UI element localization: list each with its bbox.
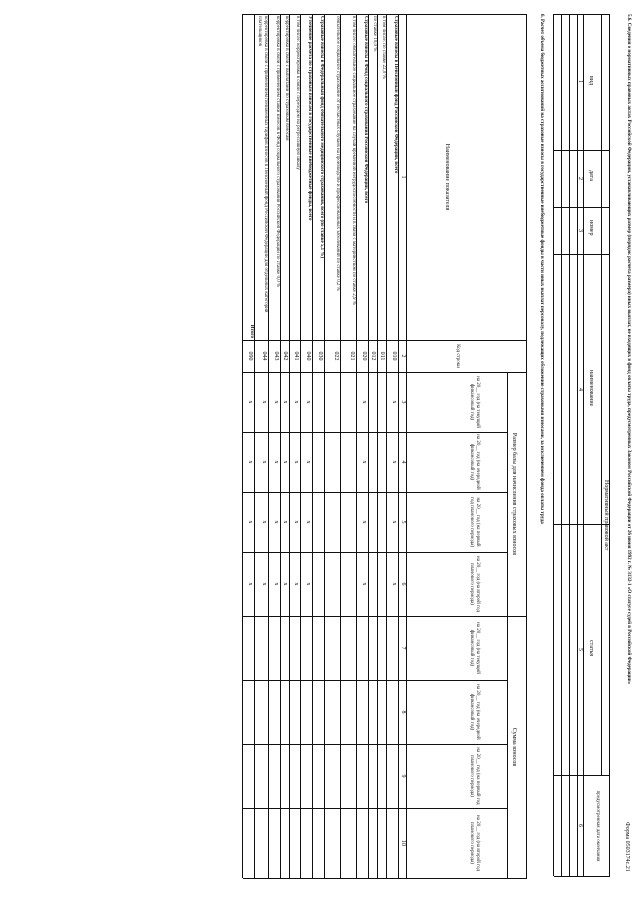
header-period: на 20__ год (на текущий финансовый год) <box>469 376 480 428</box>
cell-mark: x <box>361 520 367 524</box>
row-code: 021 <box>349 351 355 361</box>
col-num: 4 <box>400 460 406 464</box>
cell-mark: x <box>361 400 367 404</box>
col-num: 4 <box>577 388 583 391</box>
row-label: в том числе: по ставке 22,0 % <box>381 16 386 79</box>
cell-mark: x <box>261 460 267 464</box>
cell-mark: x <box>361 582 367 586</box>
header-nomer: номер <box>588 220 594 236</box>
header-sum-group: Сумма взносов <box>511 727 517 767</box>
cell-mark: x <box>305 400 311 404</box>
section-6-title: 6. Расчет объема бюджетных ассигнований на страховые взносы в государственные внебюджетные фонды в части иных выплат персоналу, подлежащих обложению страховыми взносами, за исключением фонда оплаты труда <box>539 14 544 524</box>
row-label: корректировка в связи с выплатами по страховым взносам <box>284 16 289 141</box>
row-label: по ставке 10,0 % <box>372 16 377 52</box>
cell-mark: x <box>361 460 367 464</box>
header-period: на 20__ год (на первый год планового периода) <box>469 747 480 805</box>
col-num: 7 <box>400 646 406 650</box>
row-code: 043 <box>273 351 279 361</box>
row-code: 042 <box>282 351 288 361</box>
header-period: на 20__ год (на второй год планового периода) <box>469 556 480 612</box>
cell-mark: x <box>261 400 267 404</box>
cell-mark: x <box>391 400 397 404</box>
cell-mark: x <box>391 582 397 586</box>
cell-mark: x <box>293 520 299 524</box>
row-code: 044 <box>261 351 267 361</box>
row-label: Итого <box>249 324 254 338</box>
cell-mark: x <box>247 460 253 464</box>
cell-mark: x <box>282 520 288 524</box>
col-num: 6 <box>400 582 406 586</box>
row-code: 011 <box>379 351 385 361</box>
row-code: 020 <box>361 351 367 361</box>
cell-mark: x <box>247 582 253 586</box>
col-num: 3 <box>400 400 406 404</box>
col-num: 2 <box>400 354 406 358</box>
cell-mark: x <box>305 520 311 524</box>
header-statya: статья <box>588 640 594 656</box>
col-num: 2 <box>577 177 583 180</box>
cell-mark: x <box>273 520 279 524</box>
cell-mark: x <box>293 582 299 586</box>
header-date-end: предусмотренная дата окончания <box>595 790 600 862</box>
cell-mark: x <box>261 582 267 586</box>
header-data: дата <box>588 170 594 181</box>
section-5-6-title: 5.6. Сведения о нормативных правовых актах Российской Федерации, устанавливающих размер (порядок расчета размера) иных выплат, не входящих в фонд оплаты труда, предусмотренных Законом Российской Федерации от 26 июня 1992 г. № 3132-1 «О статусе судей в Российской Федерации» <box>626 14 631 685</box>
header-code-col: Код строки <box>455 344 460 368</box>
header-period: на 20__ год (на текущий финансовый год) <box>469 622 480 674</box>
col-num: 10 <box>400 840 406 846</box>
row-label: в том числе: обязательное социальное страхование на случай временной нетрудоспособности и в связи с материнством по ставке 2,9 % <box>351 16 356 305</box>
row-label: корректировка в связи с применением ставки взносов в Фонд социального страхования Российской Федерации по ставке 0,0 % <box>275 16 280 288</box>
cell-mark: x <box>305 460 311 464</box>
header-name-col: Наименование показателя <box>444 143 450 211</box>
col-num: 1 <box>577 80 583 83</box>
cell-mark: x <box>282 460 288 464</box>
row-code: 030 <box>317 351 323 361</box>
cell-mark: x <box>273 400 279 404</box>
cell-mark: x <box>247 400 253 404</box>
cell-mark: x <box>305 582 311 586</box>
header-period: на 20__ год (на очередной финансовый год) <box>469 434 480 490</box>
cell-mark: x <box>247 520 253 524</box>
header-period: на 20__ год (на очередной финансовый год) <box>469 684 480 740</box>
header-npa: Нормативный правовой акт <box>603 480 609 551</box>
cell-mark: x <box>293 460 299 464</box>
row-label: в том числе: корректировка в связи с переходом на регрессивную шкалу <box>295 16 300 170</box>
col-num: 5 <box>577 648 583 651</box>
row-label: Страховые взносы в Фонд социального страхования Российской Федерации, всего <box>363 16 368 204</box>
cell-mark: x <box>273 582 279 586</box>
cell-mark: x <box>282 400 288 404</box>
col-num: 8 <box>400 710 406 714</box>
cell-mark: x <box>391 460 397 464</box>
form-code: Форма 0503174с.21 <box>624 822 630 872</box>
row-label: обязательное социальное страхование от несчастных случаев на производстве и профессиональных заболеваний по ставке 0,2 % <box>335 16 340 291</box>
cell-mark: x <box>293 400 299 404</box>
col-num: 5 <box>400 520 406 524</box>
col-num: 3 <box>577 229 583 232</box>
row-code: 010 <box>391 351 397 361</box>
row-label: корректировка в связи с применением пониженных тарифов взносов в Пенсионный фонд Российской Федерации для отдельных категорий плательщиков <box>257 16 268 313</box>
row-code: 012 <box>370 351 376 361</box>
row-code: 022 <box>333 351 339 361</box>
row-label: Страховые взносы в Федеральный фонд обязательного медицинского страхования, всего (по ставке 5,1 %) <box>319 16 324 259</box>
header-period: на 20__ год (на второй год планового периода) <box>469 815 480 871</box>
row-label: Страховые взносы в Пенсионный фонд Российской Федерации, всего <box>393 16 398 174</box>
header-naimenovanie: наименование <box>588 370 594 407</box>
row-code: 041 <box>293 351 299 361</box>
header-vid: вид <box>588 76 594 86</box>
row-code: 040 <box>305 351 311 361</box>
cell-mark: x <box>391 520 397 524</box>
row-code: 090 <box>247 351 253 361</box>
row-label: Уточнение расчета по страховым взносам в государственные внебюджетные фонды, всего <box>307 16 312 221</box>
header-base-group: Размер базы для начисления страховых взносов <box>511 432 517 556</box>
cell-mark: x <box>273 460 279 464</box>
col-num: 6 <box>577 824 583 827</box>
cell-mark: x <box>261 520 267 524</box>
header-period: на 20__ год (на первый год планового периода) <box>469 497 480 547</box>
col-num: 1 <box>400 175 406 179</box>
col-num: 9 <box>400 774 406 778</box>
cell-mark: x <box>282 582 288 586</box>
